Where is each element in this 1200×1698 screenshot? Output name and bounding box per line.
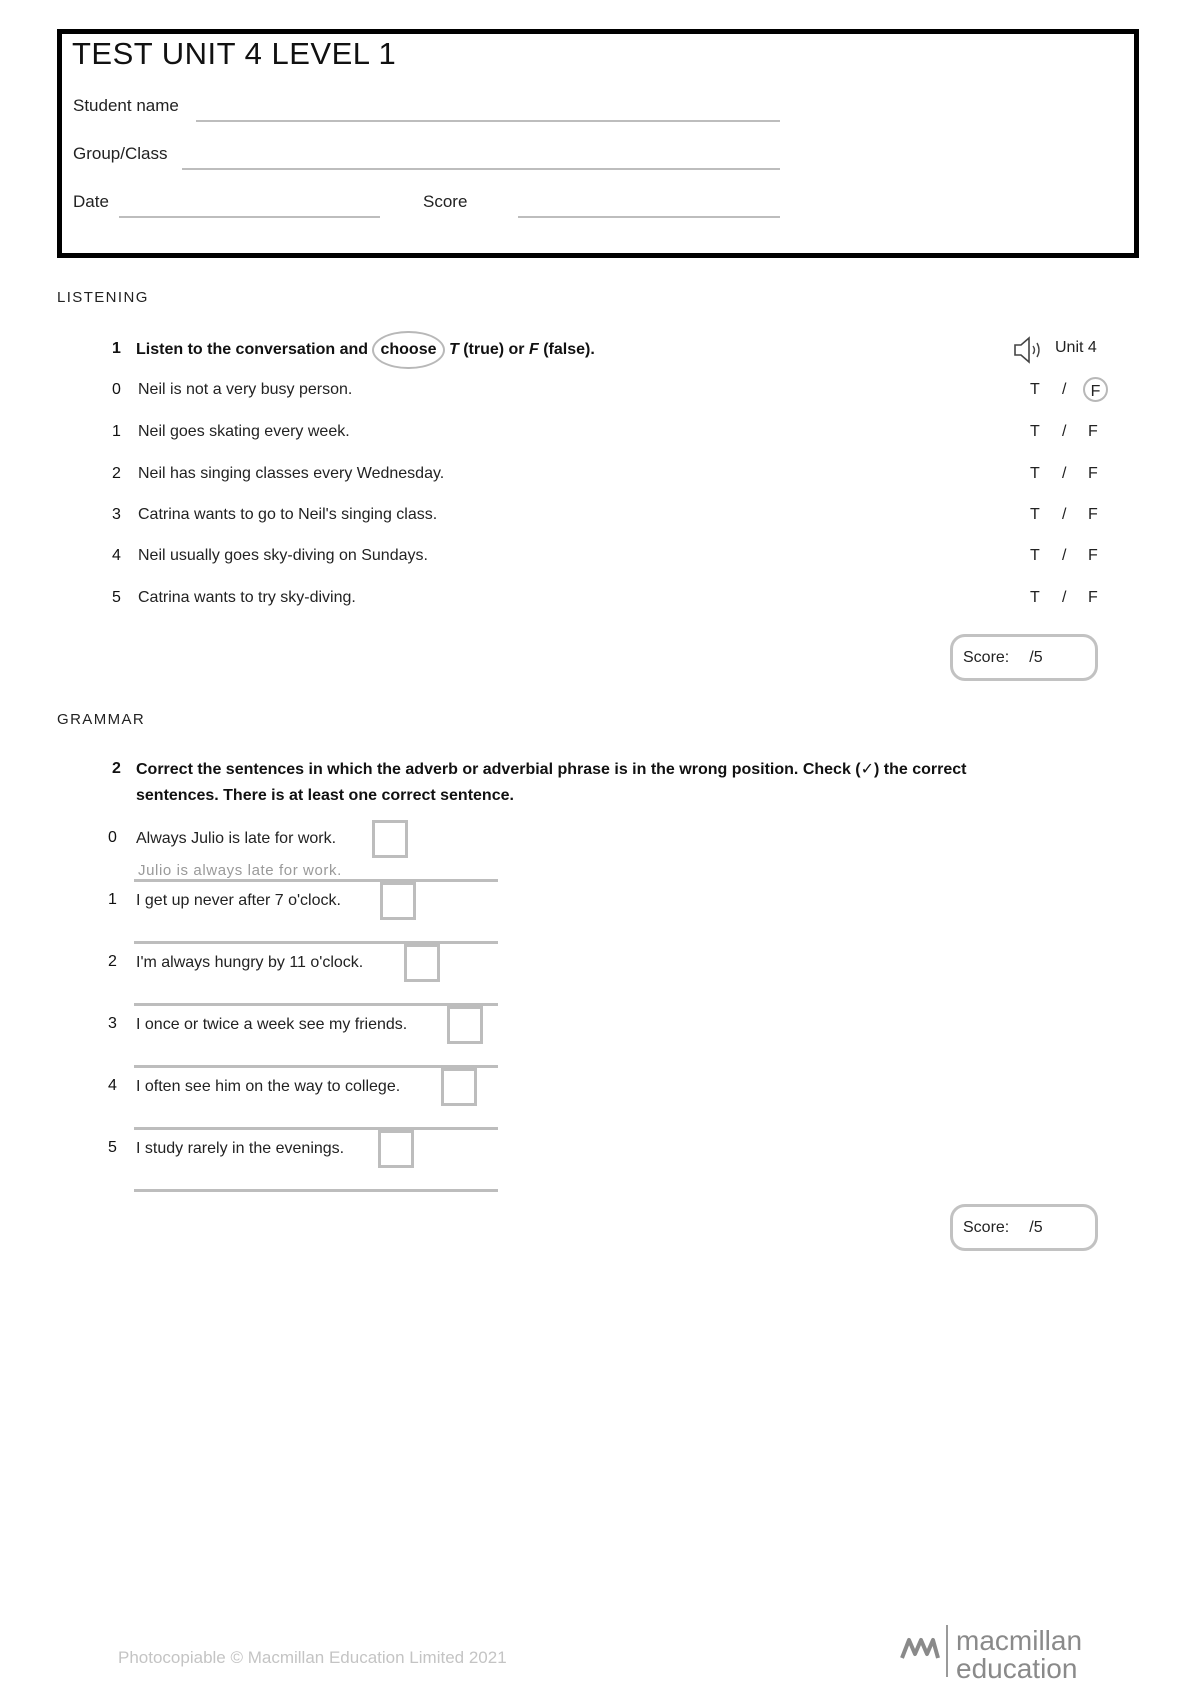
date-line[interactable]	[119, 216, 380, 218]
listening-score-box[interactable]	[950, 634, 1098, 681]
score-line[interactable]	[518, 216, 780, 218]
answer-circle: F	[1083, 377, 1108, 402]
list-item-text: I study rarely in the evenings.	[136, 1140, 345, 1157]
brand-line1: macmillan	[956, 1625, 1083, 1656]
list-item-text: Neil is not a very busy person.	[138, 381, 353, 398]
score-label: Score	[423, 192, 468, 211]
list-item-text: I'm always hungry by 11 o'clock.	[136, 954, 364, 971]
list-item-text: I often see him on the way to college.	[136, 1078, 401, 1095]
macmillan-logo	[900, 1632, 940, 1667]
choose-word-circled: choose	[372, 331, 444, 369]
false-option[interactable]: F	[1088, 547, 1098, 564]
check-box[interactable]	[404, 944, 440, 982]
answer-line[interactable]	[134, 1127, 498, 1130]
false-option-circled[interactable]	[1088, 377, 1108, 402]
instruction-text: Listen to the conversation and	[136, 341, 369, 358]
instruction-t: T	[448, 341, 459, 358]
list-item-number: 5	[112, 589, 121, 606]
check-box[interactable]	[447, 1006, 483, 1044]
false-option[interactable]: F	[1088, 423, 1098, 440]
grammar-instruction	[136, 757, 1086, 809]
answer-line[interactable]	[134, 879, 498, 882]
false-option[interactable]: F	[1088, 589, 1098, 606]
brand-divider	[946, 1625, 948, 1677]
answer-line[interactable]	[134, 1189, 498, 1192]
true-option[interactable]: T	[1030, 506, 1040, 523]
false-option[interactable]: F	[1088, 465, 1098, 482]
list-item-text: I once or twice a week see my friends.	[136, 1016, 408, 1033]
list-item-number: 4	[108, 1077, 117, 1094]
true-option[interactable]: T	[1030, 465, 1040, 482]
check-box[interactable]	[378, 1130, 414, 1168]
macmillan-m-icon	[900, 1632, 940, 1662]
score-box-label: Score:	[963, 649, 1010, 666]
grammar-score-box[interactable]	[950, 1204, 1098, 1251]
tf-separator: /	[1062, 589, 1067, 606]
answer-line[interactable]	[134, 1003, 498, 1006]
student-name-line[interactable]	[196, 120, 780, 122]
list-item-number: 2	[108, 953, 117, 970]
list-item-number: 5	[108, 1139, 117, 1156]
date-label: Date	[73, 192, 109, 211]
list-item-text: Always Julio is late for work.	[136, 830, 337, 847]
list-item-number: 1	[108, 891, 117, 908]
list-item-text: Neil goes skating every week.	[138, 423, 350, 440]
list-item-text: I get up never after 7 o'clock.	[136, 892, 341, 909]
tf-separator: /	[1062, 381, 1067, 398]
score-box-label: Score:	[963, 1219, 1010, 1236]
tf-separator: /	[1062, 506, 1067, 523]
listening-instruction	[136, 337, 595, 363]
true-option[interactable]: T	[1030, 547, 1040, 564]
list-item-number: 0	[108, 829, 117, 846]
list-item-number: 4	[112, 547, 121, 564]
true-option[interactable]: T	[1030, 589, 1040, 606]
audio-label: Unit 4	[1055, 339, 1097, 356]
audio-track[interactable]	[1013, 336, 1049, 369]
listening-section-title: LISTENING	[57, 289, 149, 306]
brand-line2: education	[956, 1653, 1078, 1684]
tf-separator: /	[1062, 423, 1067, 440]
score-box-total: /5	[1029, 649, 1043, 666]
example-answer: Julio is always late for work.	[138, 862, 342, 879]
student-name-label: Student name	[73, 96, 179, 115]
list-item-text: Neil usually goes sky-diving on Sundays.	[138, 547, 428, 564]
check-box[interactable]	[441, 1068, 477, 1106]
check-box[interactable]	[372, 820, 408, 858]
grammar-instruction-line2: sentences. There is at least one correct sentence.	[136, 787, 514, 804]
instruction-f: F	[528, 341, 539, 358]
speaker-icon	[1013, 336, 1049, 364]
grammar-instruction-line1: Correct the sentences in which the adverb or adverbial phrase is in the wrong position. Check (✓) the correct	[136, 761, 967, 778]
false-option[interactable]: F	[1088, 506, 1098, 523]
grammar-section-title: GRAMMAR	[57, 711, 146, 728]
list-item-number: 3	[112, 506, 121, 523]
group-class-line[interactable]	[182, 168, 780, 170]
grammar-question-number: 2	[112, 760, 121, 777]
list-item-text: Neil has singing classes every Wednesday.	[138, 465, 445, 482]
list-item-number: 2	[112, 465, 121, 482]
copyright-text: Photocopiable © Macmillan Education Limited 2021	[118, 1648, 507, 1667]
list-item-text: Catrina wants to go to Neil's singing class.	[138, 506, 438, 523]
instruction-false: (false).	[543, 341, 595, 358]
group-class-label: Group/Class	[73, 144, 168, 163]
true-option[interactable]: T	[1030, 381, 1040, 398]
page-title: TEST UNIT 4 LEVEL 1	[72, 36, 397, 71]
check-box[interactable]	[380, 882, 416, 920]
list-item-text: Catrina wants to try sky-diving.	[138, 589, 356, 606]
list-item-number: 1	[112, 423, 121, 440]
list-item-number: 3	[108, 1015, 117, 1032]
score-box-total: /5	[1029, 1219, 1043, 1236]
true-option[interactable]: T	[1030, 423, 1040, 440]
instruction-true: (true) or	[463, 341, 525, 358]
tf-separator: /	[1062, 465, 1067, 482]
tf-separator: /	[1062, 547, 1067, 564]
listening-question-number: 1	[112, 340, 121, 357]
list-item-number: 0	[112, 381, 121, 398]
answer-line[interactable]	[134, 941, 498, 944]
